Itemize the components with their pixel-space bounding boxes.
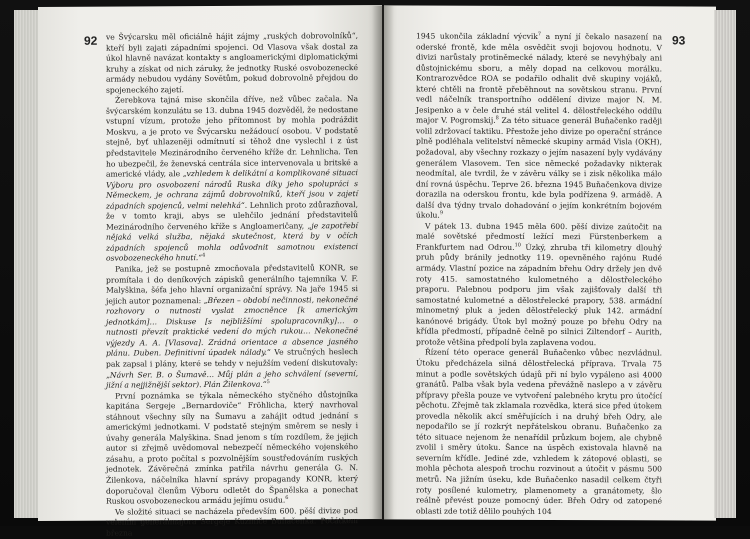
- paragraph: [416, 348, 662, 518]
- right-page-number: 93: [672, 33, 686, 48]
- text-segment: Ve složité situaci se nacházela především 600. pěší divize pod velením generálmajora Sergeje Kuzmiče Buňačenka. Počátkem března: [106, 505, 358, 538]
- right-page-edges: [714, 10, 736, 518]
- paragraph: [106, 94, 358, 264]
- footnote-marker: 8: [495, 115, 499, 122]
- paragraph: [106, 263, 358, 391]
- footnote-marker: 7: [537, 31, 542, 38]
- text-segment: Řízení této operace generál Buňačenko vůbec nezvládnul. Útoku předcházela silná dělostřelecká příprava. Trvala 75 minut a podle sovětských údajů při ní bylo vypáleno asi 4000 granátů. Palba však byla vedena převážně naslepo a v závěru přípravy přešla pouze ve vytvoření palebného krytu pro útočící pěchotu. Zřejmě tak zklamala rozvědka, která sice před útokem provedla několik akcí směřujících i na druhý břeh Odry, ale nepodařilo se jí rozkrýt nepřátelskou obranu. Buňačenko za této situace nejenom že nenařídil průzkum bojem, ale chybně zvolil i směry útoku. Šance na úspěch existovala hlavně na severním křídle. Jediné zde, vzhledem k zátopové oblasti, se mohla pěchota alespoň trochu rozvinout a útočit v pásmu 500 metrů. Na jižním úseku, kde Buňačenko nasadil celkem čtyři roty posílené kulometry, plamenomety a granátomety, šlo reálně převést pouze pomocný úder. Břeh Odry od zatopené oblasti zde totiž dělilo pouhých 104: [416, 347, 662, 516]
- text-segment: 1945 ukončila základní výcvik: [416, 31, 538, 41]
- quoted-text: „Návrh Ser. B. o Šumavě… Můj plán a jeho schválení (severní, jižní a nejjižnější sektor). Plán Žilenkova.“: [106, 368, 358, 390]
- text-segment: a nyní jí čekalo nasazení na oderské frontě, kde měla osvědčit svoji bojovou hodnotu. V divizi narůstaly protiněmecké nálady, které se nevyhýbaly ani důstojnickému sboru, a měly dopad na celkovou morálku. Kontrarozvědce ROA se podařilo odhalit dvě skupiny vojáků, které chtěli na frontě přeběhnout na sovětskou stranu. První vedl náčelník transportního oddělení divize major N. M. Jesipenko a v čele druhé stál velitel 4. dělostřeleckého oddílu major V. Pogromskij.: [416, 31, 662, 126]
- left-page-text: [106, 31, 358, 539]
- footnote-marker: 5: [266, 379, 270, 386]
- paragraph: [106, 31, 358, 96]
- footnote-marker: 9: [439, 210, 443, 217]
- text-segment: První poznámka se týkala německého styčného důstojníka kapitána Sergeje „Bernardoviče“ Fröhlicha, který navrhoval stáhnout všechny síly na Šumavu a zahájit odtud jednání s americkými jednotkami. V podstatě stejným směrem se nesly i úvahy generála Malyškina. Snad jenom s tím rozdílem, že jejich autor si zřejmě uvědomoval nebezpečí německého vojenského zásahu, a proto počítal s pozvolnějším soustředováním ruských jednotek. Závěrečná zmínka patřila návrhu generála G. N. Žilenkova, náčelníka hlavní správy propagandy KONR, který doporučoval členům Výboru odletět do Španělska a ponechat Ruskou osvobozeneckou armádu jejímu osudu.: [106, 389, 358, 506]
- right-page-text: [416, 32, 662, 518]
- text-segment: Úzký, zhruba tři kilometry dlouhý pruh půdy bránily jednotky 119. opevněného rajónu Rudé armády. Vlastní pozice na západním břehu Odry držely jen dvě roty 415. samostatného kulometného a dělostřeleckého praporu. Palebnou podporu jim však zajišťovaly další tři samostatné kulometné a dělostřelecké prapory, 538. armádní minometný pluk a jeden dělostřelecký pluk 142. armádní kanónové brigády. Útok byl možný pouze po břehu Odry na křídla předmostí, případně čelně po silnici Ziltendorf – Aurith, protože většina předpolí byla zaplavena vodou.: [416, 242, 663, 348]
- text-segment: Panika, jež se postupně zmocňovala představitelů KONR, se promítala i do deníkových zápisků generálního tajemníka V. F. Malyškina, šéfa jeho hlavní organizační správy. Na jaře 1945 si jejich autor poznamenal:: [106, 263, 358, 306]
- left-page: [38, 5, 382, 538]
- text-segment: Ve stručných heslech pak zapsal i plány, které se tehdy v nejužším vedení diskutovaly:: [106, 347, 358, 369]
- right-page: [384, 5, 716, 520]
- text-segment: . Lehnlich proto zdůrazňoval, že v tomto kraji, abys se ulehčilo jednání představitelů Mezinárodního červeného kříže s Angloameričany,: [106, 199, 358, 232]
- text-segment: ve Švýcarsku měl oficiálně hájit zájmy „ruských dobrovolníků“, kteří byli zajati západními spojenci. Od Vlasova však dostal za úkol hlavně navázat kontakty s angloamerickými diplomatickými kruhy a získat od nich záruky, že jednotky Ruské osvobozenecké armády nebudou vydány Sovětům, pokud dobrovolně přejdou do spojeneckého zajetí.: [106, 31, 358, 95]
- quoted-text: „vzhledem k delikátní a komplikované situaci Výboru pro osvobození národů Ruska díky jeho spolupráci s Německem, je ochrana zájmů dobrovolníků, kteří jsou v zajetí západních spojenců, velmi nelehká“: [106, 168, 358, 211]
- paragraph: [106, 390, 358, 508]
- quoted-text: „Březen – období nečinnosti, nekonečné rozhovory o nutnosti vyslat zmocněnce [k americkým jednotkám]… Diskuse [s nejbližšími spolupracovníky]… o nutnosti převzít praktické vedení do mých rukou… Nekonečné výjezdy A. A. [Vlasova]. Zrádná orientace a absence jasného plánu. Duben. Definitivní úpadek nálady.“: [106, 294, 358, 359]
- text-segment: Žerebkova tajná mise skončila dříve, než vůbec začala. Na švýcarském konzulátu se 13. dubna 1945 dozvěděl, že nedostane vstupní vízum, protože jeho přítomnost by mohla podráždit Moskvu, a je proto ve Švýcarsku nežádoucí osobou. V podstatě stejně, byť uhlazeněji odmítnutí si těhož dne vyslechl i z úst představitele Mezinárodního červeného kříže dr. Lehnlicha. Ten ho ubezpečil, že ženevská centrála sice intervenovala u britské a americké vlády, ale: [106, 94, 358, 179]
- paragraph: [416, 221, 662, 348]
- left-page-edges: [14, 10, 40, 518]
- footnote-marker: 4: [202, 252, 206, 260]
- text-segment: V pátek 13. dubna 1945 měla 600. pěší divize zaútočit na malé sovětské předmostí ležící mezi Fürstenberkem a Frankfurtem nad Odrou.: [416, 221, 662, 252]
- paragraph: [106, 506, 358, 539]
- text-segment: Za této situace generál Buňačenko raději volil zdržovací taktiku. Přestože jeho divize po operační stránce plně podléhala velitelství německé skupiny armád Visla (OKH), požadoval, aby všechny rozkazy o jejím nasazení byly vydávány generálem Vlasovem. Ten sice německé požadavky nikterak neodmítal, ale tvrdil, že v závěru války se i zisk několika málo dní rovná úspěchu. Teprve 26. března 1945 Buňačenkova divize dorazila na oderskou frontu, kde byla podřízena 9. armádě. A další dva týdny trvalo dohadování o jejím konkrétním bojovém úkolu.: [416, 116, 662, 220]
- paragraph: [416, 32, 662, 223]
- quoted-text: „je zapotřebí nějaká velká služba, nějaká skutečnost, která by v očích západních spojenců mohla odůvodnit samotnou existenci osvobozeneckého hnutí.“: [106, 220, 358, 264]
- footnote-marker: 6: [285, 495, 289, 502]
- book-gutter: [372, 6, 394, 520]
- footnote-marker: 10: [514, 242, 521, 249]
- left-page-number: 92: [84, 33, 98, 48]
